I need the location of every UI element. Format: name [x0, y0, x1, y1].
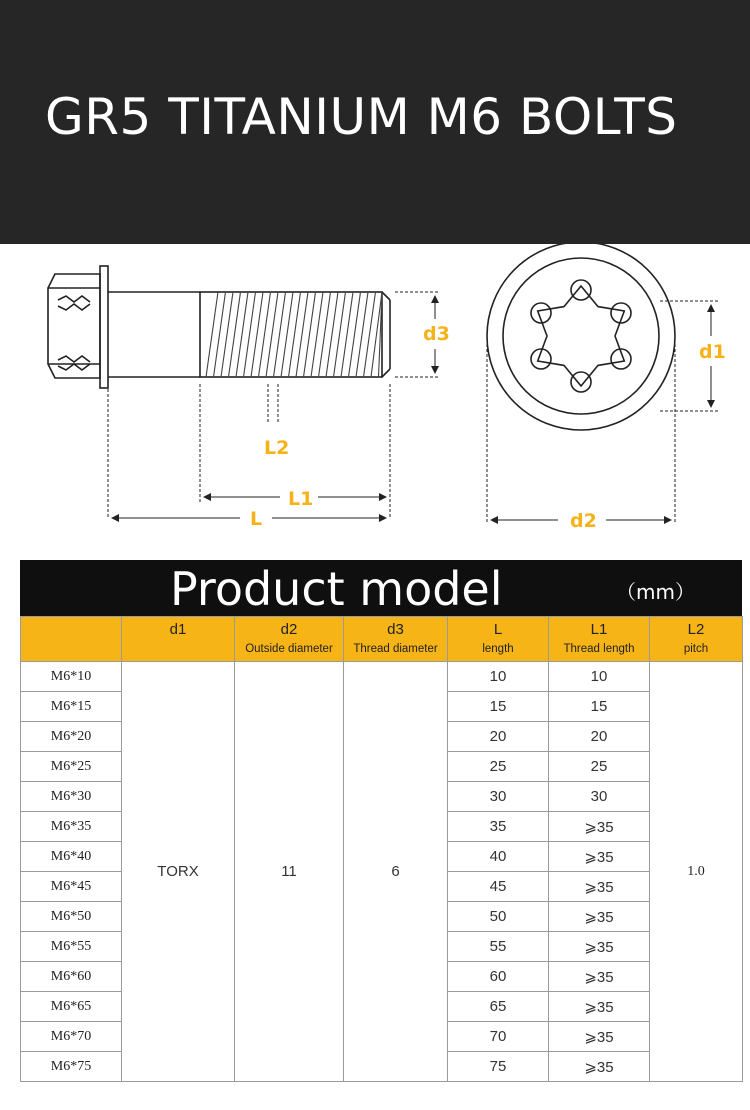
model-cell: M6*50: [21, 902, 122, 932]
thread-length-cell: ⩾35: [549, 872, 650, 902]
header-d3-sub: Thread diameter: [353, 643, 438, 655]
model-cell: M6*35: [21, 812, 122, 842]
thread-line: [274, 292, 286, 377]
header-d3-label: d3: [387, 621, 404, 638]
thread-length-cell: ⩾35: [549, 902, 650, 932]
banner-title: GR5 TITANIUM M6 BOLTS: [45, 88, 678, 146]
model-cell: M6*20: [21, 722, 122, 752]
thread-line: [341, 292, 353, 377]
thread-length-cell: ⩾35: [549, 992, 650, 1022]
length-cell: 45: [448, 872, 549, 902]
table-row: [21, 662, 743, 692]
length-cell: 20: [448, 722, 549, 752]
label-d1: d1: [699, 341, 726, 363]
thread-line: [206, 292, 218, 377]
thread-length-cell: ⩾35: [549, 1022, 650, 1052]
thread-line: [214, 292, 226, 377]
header-l1-sub: Thread length: [563, 643, 635, 655]
table-unit: （mm）: [616, 580, 695, 604]
label-l: L: [250, 508, 263, 530]
header-d1: [122, 617, 235, 662]
length-cell: 15: [448, 692, 549, 722]
length-cell: 55: [448, 932, 549, 962]
thread-length-cell: 15: [549, 692, 650, 722]
model-cell: M6*25: [21, 752, 122, 782]
spec-table: [20, 616, 743, 1082]
thread-line: [229, 292, 241, 377]
bolt-side-view: [48, 266, 390, 388]
header-d2: [235, 617, 344, 662]
model-cell: M6*60: [21, 962, 122, 992]
thread-length-cell: 30: [549, 782, 650, 812]
thread-line: [289, 292, 301, 377]
model-cell: M6*15: [21, 692, 122, 722]
header-l1: [549, 617, 650, 662]
header-d2-sub: Outside diameter: [245, 643, 333, 655]
thread-length-cell: ⩾35: [549, 932, 650, 962]
table-title: Product model: [170, 562, 503, 616]
label-l1: L1: [288, 488, 314, 510]
header-model: [21, 617, 122, 662]
model-cell: M6*65: [21, 992, 122, 1022]
d1-cell: TORX: [122, 662, 235, 1082]
model-cell: M6*45: [21, 872, 122, 902]
thread-line: [349, 292, 361, 377]
thread-line: [334, 292, 346, 377]
thread-length-cell: 25: [549, 752, 650, 782]
torx-recess: [538, 286, 625, 386]
product-model-table: [20, 560, 742, 1082]
model-cell: M6*70: [21, 1022, 122, 1052]
model-cell: M6*10: [21, 662, 122, 692]
header-l: [448, 617, 549, 662]
length-cell: 60: [448, 962, 549, 992]
length-cell: 35: [448, 812, 549, 842]
header-l-label: L: [493, 621, 503, 638]
header-l2: [650, 617, 743, 662]
length-cell: 65: [448, 992, 549, 1022]
thread-length-cell: ⩾35: [549, 812, 650, 842]
thread-line: [311, 292, 323, 377]
thread-line: [251, 292, 263, 377]
thread-line: [326, 292, 338, 377]
header-l2-sub: pitch: [683, 643, 709, 655]
thread-line: [319, 292, 331, 377]
length-cell: 50: [448, 902, 549, 932]
thread-line: [244, 292, 256, 377]
label-l2: L2: [264, 437, 290, 459]
thread-line: [259, 292, 271, 377]
table-title-bar: [20, 560, 742, 616]
table-body: [21, 662, 743, 1082]
thread-line: [304, 292, 316, 377]
length-cell: 30: [448, 782, 549, 812]
thread-length-cell: 10: [549, 662, 650, 692]
thread-line: [356, 292, 368, 377]
label-d3: d3: [423, 323, 450, 345]
bolt-end-view: [487, 244, 675, 430]
model-cell: M6*40: [21, 842, 122, 872]
thread-line: [221, 292, 233, 377]
pitch-cell: 1.0: [650, 662, 743, 1082]
model-cell: M6*30: [21, 782, 122, 812]
thread-length-cell: ⩾35: [549, 962, 650, 992]
model-cell: M6*55: [21, 932, 122, 962]
thread-line: [281, 292, 293, 377]
title-banner: [0, 0, 750, 244]
thread-line: [296, 292, 308, 377]
header-l-sub: length: [482, 643, 514, 655]
header-row: [21, 617, 743, 662]
header-d3: [344, 617, 448, 662]
length-cell: 75: [448, 1052, 549, 1082]
thread-line: [266, 292, 278, 377]
label-d2: d2: [570, 510, 597, 532]
thread-length-cell: 20: [549, 722, 650, 752]
header-d1-label: d1: [169, 621, 187, 638]
header-d2-label: d2: [280, 621, 298, 638]
thread-line: [364, 292, 376, 377]
thread-lines: [206, 292, 382, 377]
header-l2-label: L2: [687, 621, 705, 638]
d2-cell: 11: [235, 662, 344, 1082]
model-cell: M6*75: [21, 1052, 122, 1082]
technical-drawing: [0, 244, 750, 554]
d3-cell: 6: [344, 662, 448, 1082]
thread-length-cell: ⩾35: [549, 842, 650, 872]
thread-length-cell: ⩾35: [549, 1052, 650, 1082]
length-cell: 10: [448, 662, 549, 692]
length-cell: 40: [448, 842, 549, 872]
header-l1-label: L1: [590, 621, 608, 638]
thread-line: [236, 292, 248, 377]
length-cell: 70: [448, 1022, 549, 1052]
length-cell: 25: [448, 752, 549, 782]
